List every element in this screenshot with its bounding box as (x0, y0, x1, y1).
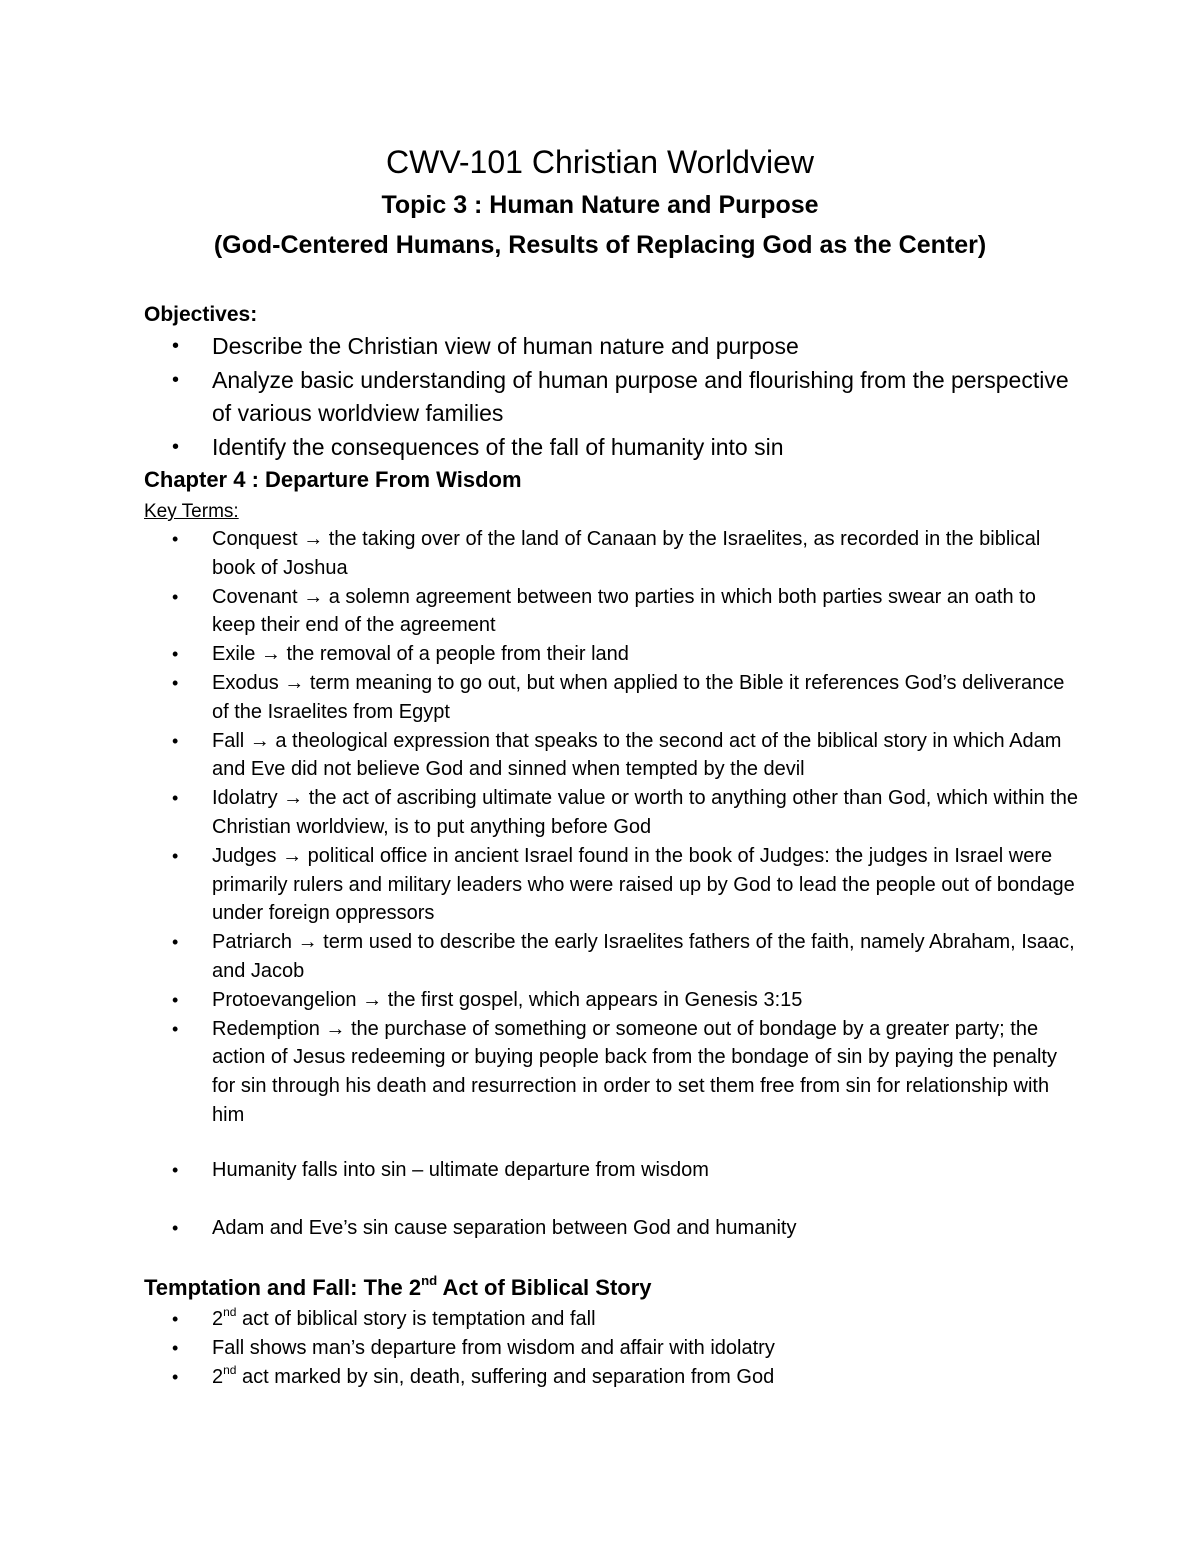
arrow-icon: → (303, 585, 324, 608)
bullet-icon: • (172, 1337, 179, 1358)
term-item (0, 928, 1200, 986)
term-name: Idolatry (212, 787, 278, 810)
term-definition: term used to describe the early Israelites fathers of the faith, namely Abraham, Isaac, and Jacob (212, 931, 1075, 982)
objective-item: • Describe the Christian view of human nature and purpose (0, 330, 1200, 364)
term-item (0, 1015, 1200, 1130)
term-name: Patriarch (212, 931, 293, 954)
objectives-list (0, 330, 1200, 464)
term-name: Exodus (212, 671, 279, 694)
term-item (0, 784, 1200, 842)
term-item (0, 583, 1200, 641)
term-item (0, 842, 1200, 928)
bullet-icon: • (172, 788, 179, 809)
term-name: Covenant (212, 585, 298, 608)
term-definition: term meaning to go out, but when applied to the Bible it references God’s deliverance of the Israelites from Egypt (212, 671, 1065, 723)
bullet-icon: • (172, 1218, 179, 1238)
term-item (0, 986, 1200, 1015)
term-definition: the taking over of the land of Canaan by the Israelites, as recorded in the biblical book of Joshua (212, 528, 1041, 579)
bullet-icon: • (172, 529, 179, 549)
temptation-item: • 2nd act marked by sin, death, suffering and separation from God (0, 1363, 1200, 1392)
course-title: CWV-101 Christian Worldview (386, 144, 814, 180)
temptation-item: • Fall shows man’s departure from wisdom and affair with idolatry (0, 1334, 1200, 1363)
term-name: Judges (212, 844, 277, 867)
term-definition: political office in ancient Israel found in the book of Judges: the judges in Israel were primarily rulers and military leaders who were raised up by God to lead the people out of bondage under foreign oppressors (212, 844, 1075, 925)
term-definition: a theological expression that speaks to the second act of the biblical story in which Adam and Eve did not believe God and sinned when tempted by the devil (212, 729, 1062, 781)
note-item: • Humanity falls into sin – ultimate departure from wisdom (0, 1156, 1200, 1185)
bullet-icon: • (172, 932, 179, 953)
chapter-heading: Chapter 4 : Departure From Wisdom (144, 467, 522, 492)
arrow-icon: → (249, 729, 270, 752)
bullet-icon: • (172, 368, 180, 391)
temptation-heading: Temptation and Fall: The 2nd Act of Biblical Story (144, 1273, 652, 1300)
bullet-icon: • (172, 1160, 179, 1180)
term-item (0, 640, 1200, 669)
bullet-icon: • (172, 989, 179, 1010)
objective-item: • Analyze basic understanding of human purpose and flourishing from the perspective of various worldview families (0, 364, 1200, 431)
temptation-list (0, 1305, 1200, 1391)
bullet-icon: • (172, 1366, 179, 1387)
arrow-icon: → (282, 844, 303, 867)
term-definition: the act of ascribing ultimate value or worth to anything other than God, which within the Christian worldview, is to put anything before God (212, 787, 1079, 838)
term-definition: a solemn agreement between two parties in which both parties swear an oath to keep their end of the agreement (212, 585, 1036, 637)
term-item (0, 525, 1200, 583)
objectives-heading: Objectives: (144, 303, 258, 326)
term-item (0, 669, 1200, 727)
objective-item: • Identify the consequences of the fall of humanity into sin (0, 431, 1200, 465)
arrow-icon: → (284, 671, 305, 694)
term-name: Conquest (212, 528, 298, 550)
term-name: Redemption (212, 1017, 320, 1040)
term-definition: the removal of a people from their land (286, 643, 629, 666)
arrow-icon: → (260, 643, 281, 666)
term-definition: the purchase of something or someone out of bondage by a greater party; the action of Jesus redeeming or buying people back from the bondage of sin by paying the penalty for sin through his death and resurrection in order to set them free from sin for relationship with him (212, 1017, 1057, 1126)
topic-title: Topic 3 : Human Nature and Purpose (381, 191, 819, 219)
topic-subtitle: (God-Centered Humans, Results of Replacing God as the Center) (213, 231, 987, 259)
bullet-icon: • (172, 730, 179, 751)
note-item: • Adam and Eve’s sin cause separation between God and humanity (0, 1214, 1200, 1243)
key-terms-list (0, 525, 1200, 1130)
bullet-icon: • (172, 845, 179, 866)
term-name: Fall (212, 729, 245, 752)
note-list (0, 1214, 1200, 1243)
note-list (0, 1156, 1200, 1185)
term-name: Protoevangelion (212, 988, 357, 1011)
arrow-icon: → (362, 988, 383, 1011)
temptation-item: • 2nd act of biblical story is temptation and fall (0, 1305, 1200, 1334)
arrow-icon: → (297, 931, 318, 954)
arrow-icon: → (283, 787, 304, 810)
key-terms-label: Key Terms: (144, 501, 239, 522)
bullet-icon: • (172, 586, 179, 607)
bullet-icon: • (172, 644, 179, 665)
term-name: Exile (212, 643, 256, 666)
term-item (0, 727, 1200, 785)
arrow-icon: → (325, 1017, 346, 1040)
arrow-icon: → (303, 528, 324, 550)
bullet-icon: • (172, 435, 180, 458)
bullet-icon: • (172, 672, 179, 693)
bullet-icon: • (172, 335, 180, 357)
bullet-icon: • (172, 1018, 179, 1039)
term-definition: the first gospel, which appears in Genesis 3:15 (387, 988, 803, 1011)
bullet-icon: • (172, 1309, 179, 1329)
